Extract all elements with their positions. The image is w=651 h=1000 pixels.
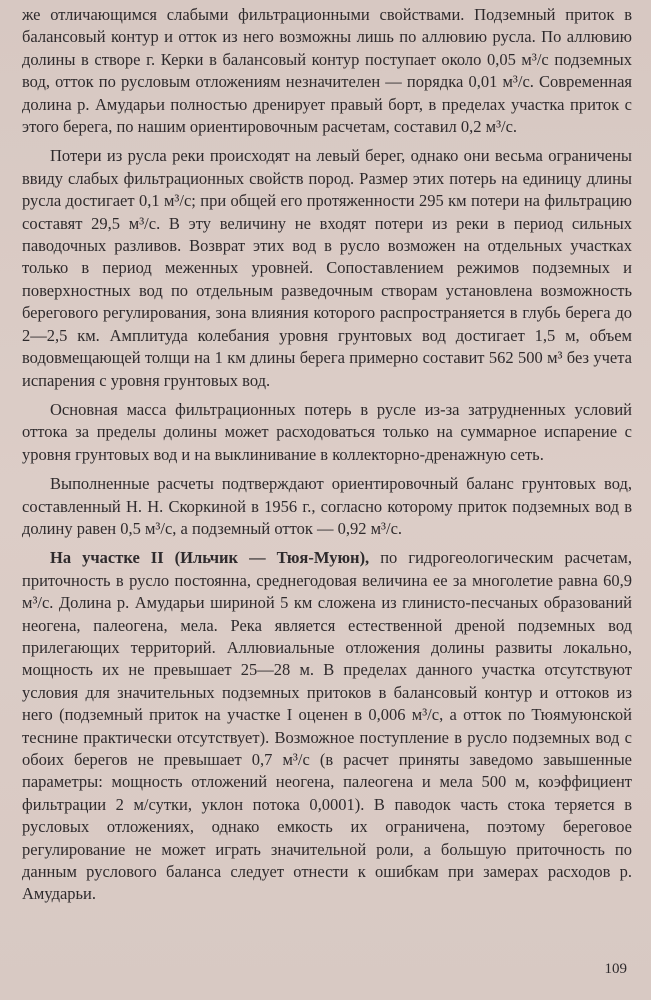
paragraph-2: [22, 145, 632, 391]
page-number: 109: [604, 961, 627, 977]
body-text: [22, 4, 632, 906]
paragraph-2-text: Потери из русла реки происходят на левый берег, однако они весьма ограничены ввиду слабых фильтрационных свойств пород. Размер этих потерь на единицу длины русла достигает 0,1 м³/с; при общей его протяженности 295 км потери на фильтрацию составят 29,5 м³/с. В эту величину не входят потери из реки в период сильных паводочных разливов. Возврат этих вод в русло возможен на отдельных участках только в период меженных уровней. Сопоставлением режимов подземных и поверхностных вод по отдельным разведочным створам установлена возможность берегового регулирования, зона влияния которого распространяется в глубь берега до 2—2,5 км. Амплитуда колебания уровня грунтовых вод достигает 1,5 м, объем водовмещающей толщи на 1 км длины берега примерно составит 562 500 м³ без учета испарения с уровня грунтовых вод.: [22, 146, 632, 390]
paragraph-3: [22, 399, 632, 466]
paragraph-3-text: Основная масса фильтрационных потерь в русле из-за затрудненных условий оттока за пределы долины может расходоваться только на суммарное испарение с уровня грунтовых вод и на выклинивание в коллекторно-дренажную сеть.: [22, 399, 632, 464]
paragraph-5: [22, 547, 632, 906]
paragraph-4-text: Выполненные расчеты подтверждают ориентировочный баланс грунтовых вод, составленный Н. Н. Скоркиной в 1956 г., согласно которому приток подземных вод в долину равен 0,5 м³/с, а подземный отток — 0,92 м³/с.: [22, 474, 632, 538]
paragraph-1-text: же отличающимся слабыми фильтрационными свойствами. Подземный приток в балансовый контур и отток из него возможны лишь по аллювию русла. По аллювию долины в створе г. Керки в балансовый контур поступает около 0,05 м³/с подземных вод, отток по русловым отложениям незначителен — порядка 0,01 м³/с. Современная долина р. Амударьи полностью дренирует правый борт, в пределах участка приток с этого берега, по нашим ориентировочным расчетам, составил 0,2 м³/с.: [22, 5, 632, 137]
paragraph-5-text: по гидрогеологическим расчетам, приточность в русло постоянна, среднегодовая величина ее за многолетие равна 60,9 м³/с. Долина р. Амударьи шириной 5 км сложена из глинисто-песчаных образований неогена, палеогена, мела. Река является естественной дреной подземных вод прилегающих территорий. Аллювиальные отложения долины развиты локально, мощность их не превышает 25—28 м. В пределах данного участка отсутствуют условия для значительных подземных притоков в балансовый контур и оттоков из него (подземный приток на участке I оценен в 0,006 м³/с, а отток по Тюямуюнской теснине практически отсутствует). Возможное поступление в русло подземных вод с обоих берегов не превышает 0,7 м³/с (в расчет приняты заведомо завышенные параметры: мощность отложений неогена, палеогена и мела 500 м, коэффициент фильтрации 2 м/сутки, уклон потока 0,0001). В паводок часть стока теряется в русловых отложениях, однако емкость их ограничена, поэтому береговое регулирование не может играть значительной роли, а большую приточность по данным руслового баланса следует отнести к ошибкам при замерах расходов р. Амударьи.: [22, 548, 632, 904]
paragraph-4: [22, 473, 632, 540]
paragraph-1: [22, 4, 632, 138]
section-heading-inline: На участке II (Ильчик — Тюя-Муюн),: [50, 548, 370, 568]
